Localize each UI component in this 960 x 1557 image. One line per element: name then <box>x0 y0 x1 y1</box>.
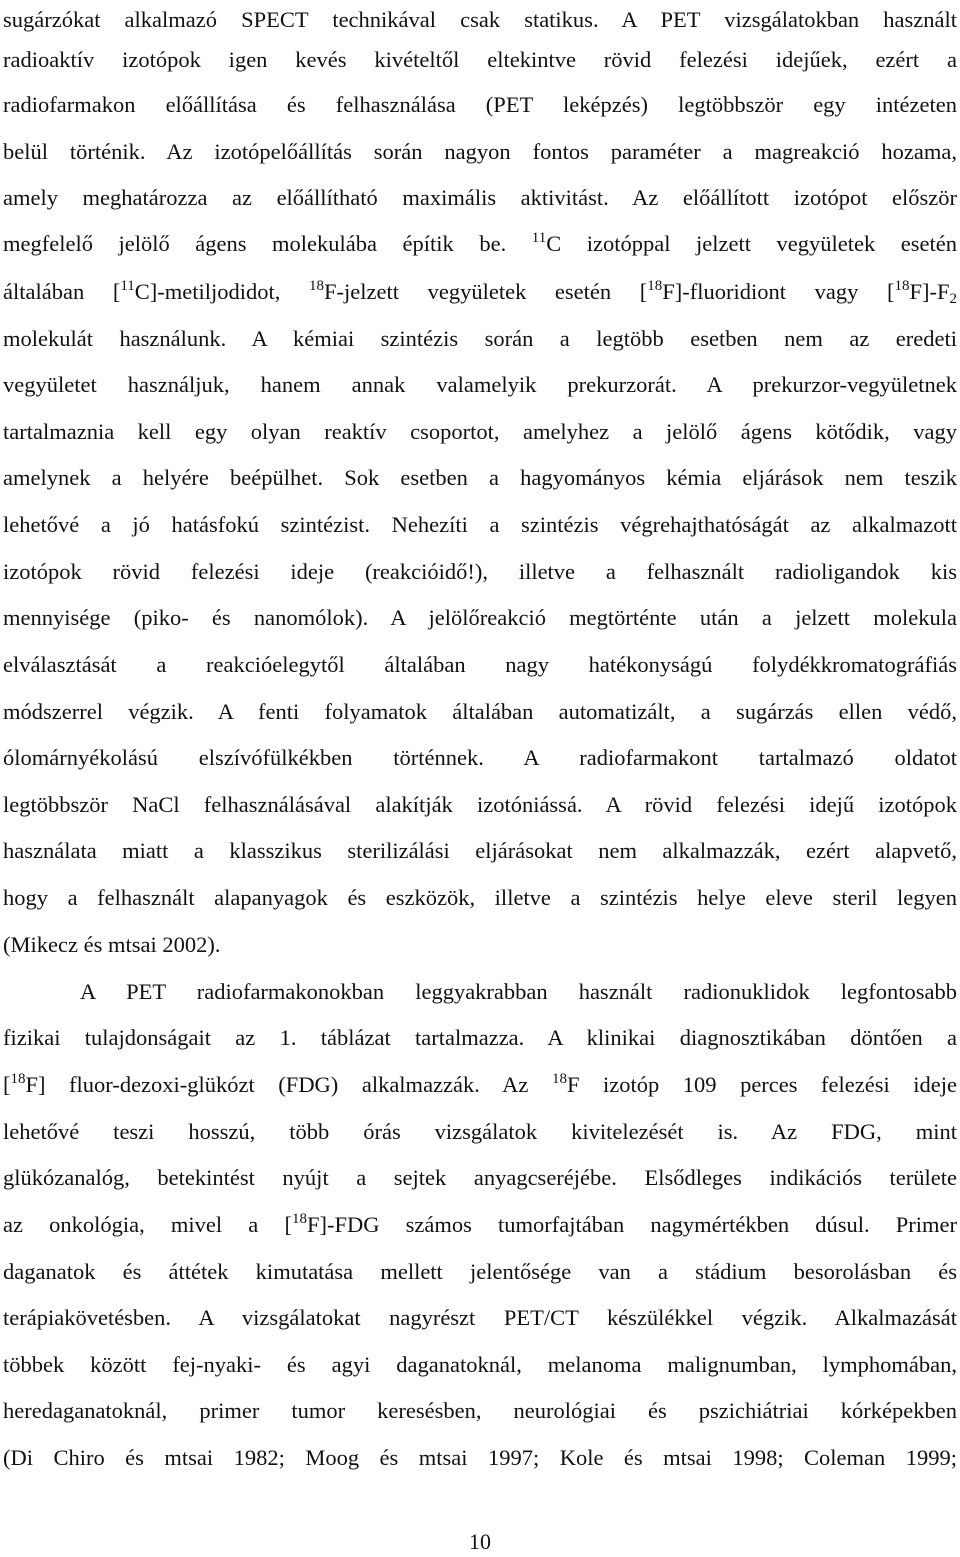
text-line: molekulát használunk. A kémiai szintézis során a legtöbb esetben nem az eredeti <box>3 326 957 351</box>
text-line: mennyisége (piko- és nanomólok). A jelölőreakció megtörténte után a jelzett molekula <box>3 605 957 630</box>
text-segment: F]-F <box>909 279 950 304</box>
superscript: 18 <box>10 1071 26 1087</box>
superscript: 18 <box>647 278 663 294</box>
text-line: belül történik. Az izotópelőállítás során nagyon fontos paraméter a magreakció hozama, <box>3 139 957 164</box>
text-line: használata miatt a klasszikus sterilizálási eljárásokat nem alkalmazzák, ezért alapvető, <box>3 838 957 863</box>
subscript: 2 <box>949 291 957 307</box>
text-line: amelynek a helyére beépülhet. Sok esetben a hagyományos kémia eljárások nem teszik <box>3 465 957 490</box>
text-segment: F-jelzett vegyületek esetén [ <box>324 279 648 304</box>
superscript: 11 <box>120 278 135 294</box>
text-line: ólomárnyékolású elszívófülkékben történnek. A radiofarmakont tartalmazó oldatot <box>3 745 957 770</box>
text-segment: F]-fluoridiont vagy [ <box>662 279 895 304</box>
text-line: legtöbbször NaCl felhasználásával alakítják izotóniássá. A rövid felezési idejű izotópok <box>3 792 957 817</box>
text-segment: F]-FDG számos tumorfajtában nagymértékben dúsul. Primer <box>306 1212 958 1237</box>
text-line: sugárzókat alkalmazó SPECT technikával csak statikus. A PET vizsgálatokban használt <box>3 7 957 32</box>
text-line: izotópok rövid felezési ideje (reakcióidő!), illetve a felhasznált radioligandok kis <box>3 559 957 584</box>
text-line: elválasztását a reakcióelegytől általában nagy hatékonyságú folydékkromatográfiás <box>3 652 957 677</box>
superscript: 11 <box>531 230 547 246</box>
text-line: terápiakövetésben. A vizsgálatokat nagyrészt PET/CT készülékkel végzik. Alkalmazását <box>3 1305 957 1330</box>
superscript: 18 <box>291 1211 307 1227</box>
text-segment: [ <box>3 1072 11 1097</box>
text-line: fizikai tulajdonságait az 1. táblázat tartalmazza. A klinikai diagnosztikában döntően a <box>3 1025 957 1050</box>
text-line: lehetővé a jó hatásfokú szintézist. Nehezíti a szintézis végrehajthatóságát az alkalmazott <box>3 512 957 537</box>
superscript: 18 <box>551 1071 567 1087</box>
text-line: glükózanalóg, betekintést nyújt a sejtek anyagcseréjébe. Elsődleges indikációs területe <box>3 1165 957 1190</box>
superscript: 18 <box>894 278 910 294</box>
text-line: daganatok és áttétek kimutatása mellett jelentősége van a stádium besorolásban és <box>3 1259 957 1284</box>
text-segment: az onkológia, mivel a [ <box>3 1212 292 1237</box>
text-line <box>3 277 957 307</box>
text-line: vegyületet használjuk, hanem annak valamelyik prekurzorát. A prekurzor-vegyületnek <box>3 372 957 397</box>
superscript: 18 <box>309 278 325 294</box>
text-line: hogy a felhasznált alapanyagok és eszközök, illetve a szintézis helye eleve steril legyen <box>3 885 957 910</box>
text-line: heredaganatoknál, primer tumor keresésben, neurológiai és pszichiátriai kórképekben <box>3 1398 957 1423</box>
text-line: amely meghatározza az előállítható maximális aktivitást. Az előállított izotópot először <box>3 185 957 210</box>
text-line: lehetővé teszi hosszú, több órás vizsgálatok kivitelezését is. Az FDG, mint <box>3 1119 957 1144</box>
text-line <box>3 1070 957 1100</box>
text-segment: C izotóppal jelzett vegyületek esetén <box>546 231 957 256</box>
text-line: (Mikecz és mtsai 2002). <box>3 932 221 957</box>
text-line: tartalmaznia kell egy olyan reaktív csoportot, amelyhez a jelölő ágens kötődik, vagy <box>3 419 957 444</box>
text-line: (Di Chiro és mtsai 1982; Moog és mtsai 1997; Kole és mtsai 1998; Coleman 1999; <box>3 1445 957 1470</box>
text-line: radiofarmakon előállítása és felhasználása (PET leképzés) legtöbbször egy intézeten <box>3 92 957 117</box>
text-line: többek között fej-nyaki- és agyi daganatoknál, melanoma malignumban, lymphomában, <box>3 1352 957 1377</box>
page-number: 10 <box>469 1529 491 1554</box>
text-segment: megfelelő jelölő ágens molekulába építik be. <box>3 231 507 256</box>
text-segment: C]-metiljodidot, <box>134 279 281 304</box>
text-segment: F] fluor-dezoxi-glükózt (FDG) alkalmazzák. Az <box>25 1072 529 1097</box>
text-line: módszerrel végzik. A fenti folyamatok általában automatizált, a sugárzás ellen védő, <box>3 699 957 724</box>
text-line <box>3 1210 957 1240</box>
text-line: radioaktív izotópok igen kevés kivételtől eltekintve rövid felezési idejűek, ezért a <box>3 47 957 72</box>
text-line <box>3 229 957 259</box>
paragraph-first-line: A PET radiofarmakonokban leggyakrabban használt radionuklidok legfontosabb <box>80 979 957 1004</box>
text-segment: általában [ <box>3 279 121 304</box>
text-segment: F izotóp 109 perces felezési ideje <box>566 1072 958 1097</box>
